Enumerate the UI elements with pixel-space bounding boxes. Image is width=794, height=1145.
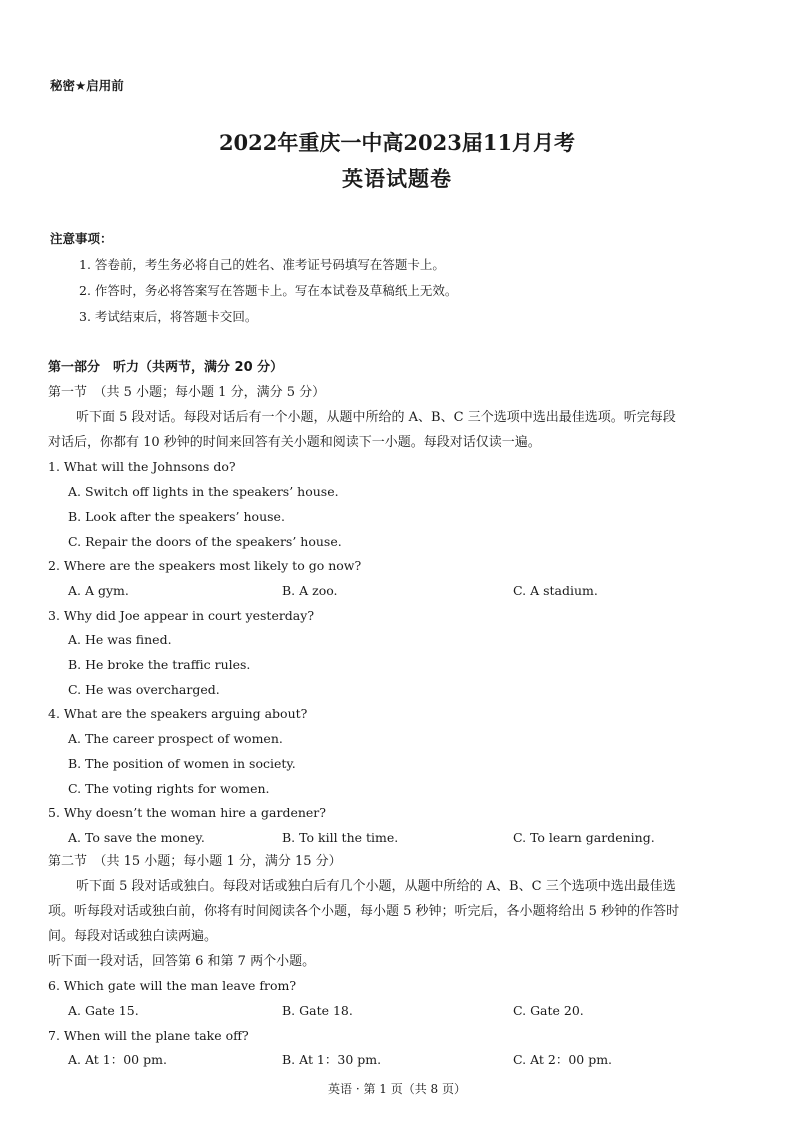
answer-option: B. To kill the time. (282, 830, 399, 845)
exam-subtitle: 英语试题卷 (342, 166, 452, 191)
question-stem: 7. When will the plane take off? (48, 1028, 249, 1043)
answer-option: C. At 2：00 pm. (513, 1052, 613, 1067)
confidential-label: 秘密★启用前 (50, 78, 124, 93)
answer-option: B. Look after the speakers’ house. (68, 509, 285, 524)
answer-option: A. The career prospect of women. (68, 731, 283, 746)
answer-option: A. A gym. (68, 583, 129, 598)
part-heading: 第一部分 听力（共两节，满分 20 分） (48, 360, 284, 375)
question-stem: 3. Why did Joe appear in court yesterday? (48, 608, 315, 623)
instruction-text: 间。每段对话或独白读两遍。 (48, 929, 218, 944)
section-heading: 第一节 （共 5 小题；每小题 1 分，满分 5 分） (48, 385, 326, 400)
question-stem: 2. Where are the speakers most likely to go now? (48, 558, 362, 573)
answer-option: C. To learn gardening. (513, 830, 655, 845)
page-footer: 英语 · 第 1 页（共 8 页） (328, 1082, 466, 1096)
notice-item: 3. 考试结束后，将答题卡交回。 (79, 309, 258, 324)
notice-heading: 注意事项： (50, 231, 113, 246)
answer-option: C. Gate 20. (513, 1003, 584, 1018)
instruction-text: 项。听每段对话或独白前，你将有时间阅读各个小题，每小题 5 秒钟；听完后，各小题将给出 5 秒钟的作答时 (48, 904, 680, 919)
instruction-text: 对话后，你都有 10 秒钟的时间来回答有关小题和阅读下一小题。每段对话仅读一遍。 (48, 435, 541, 450)
question-stem: 4. What are the speakers arguing about? (48, 706, 308, 721)
dialog-note: 听下面一段对话，回答第 6 和第 7 两个小题。 (48, 954, 316, 969)
question-stem: 5. Why doesn’t the woman hire a gardener? (48, 805, 326, 820)
answer-option: A. To save the money. (68, 830, 205, 845)
answer-option: B. A zoo. (282, 583, 338, 598)
exam-title: 2022年重庆一中高2023届11月月考 (218, 130, 576, 155)
answer-option: B. He broke the traffic rules. (68, 657, 251, 672)
instruction-text: 听下面 5 段对话或独白。每段对话或独白后有几个小题，从题中所给的 A、B、C 三个选项中选出最佳选 (76, 879, 676, 894)
answer-option: C. A stadium. (513, 583, 598, 598)
section-heading: 第二节 （共 15 小题；每小题 1 分，满分 15 分） (48, 854, 342, 869)
question-stem: 6. Which gate will the man leave from? (48, 978, 297, 993)
answer-option: C. The voting rights for women. (68, 781, 270, 796)
answer-option: A. Gate 15. (68, 1003, 139, 1018)
answer-option: B. The position of women in society. (68, 756, 296, 771)
answer-option: B. At 1：30 pm. (282, 1052, 382, 1067)
notice-item: 2. 作答时，务必将答案写在答题卡上。写在本试卷及草稿纸上无效。 (79, 283, 458, 298)
answer-option: B. Gate 18. (282, 1003, 353, 1018)
instruction-text: 听下面 5 段对话。每段对话后有一个小题，从题中所给的 A、B、C 三个选项中选出最佳选项。听完每段 (76, 410, 676, 425)
answer-option: C. He was overcharged. (68, 682, 220, 697)
answer-option: C. Repair the doors of the speakers’ house. (68, 534, 342, 549)
answer-option: A. Switch off lights in the speakers’ house. (68, 484, 339, 499)
question-stem: 1. What will the Johnsons do? (48, 459, 236, 474)
answer-option: A. He was fined. (68, 632, 172, 647)
answer-option: A. At 1：00 pm. (68, 1052, 167, 1067)
notice-item: 1. 答卷前，考生务必将自己的姓名、准考证号码填写在答题卡上。 (79, 257, 445, 272)
